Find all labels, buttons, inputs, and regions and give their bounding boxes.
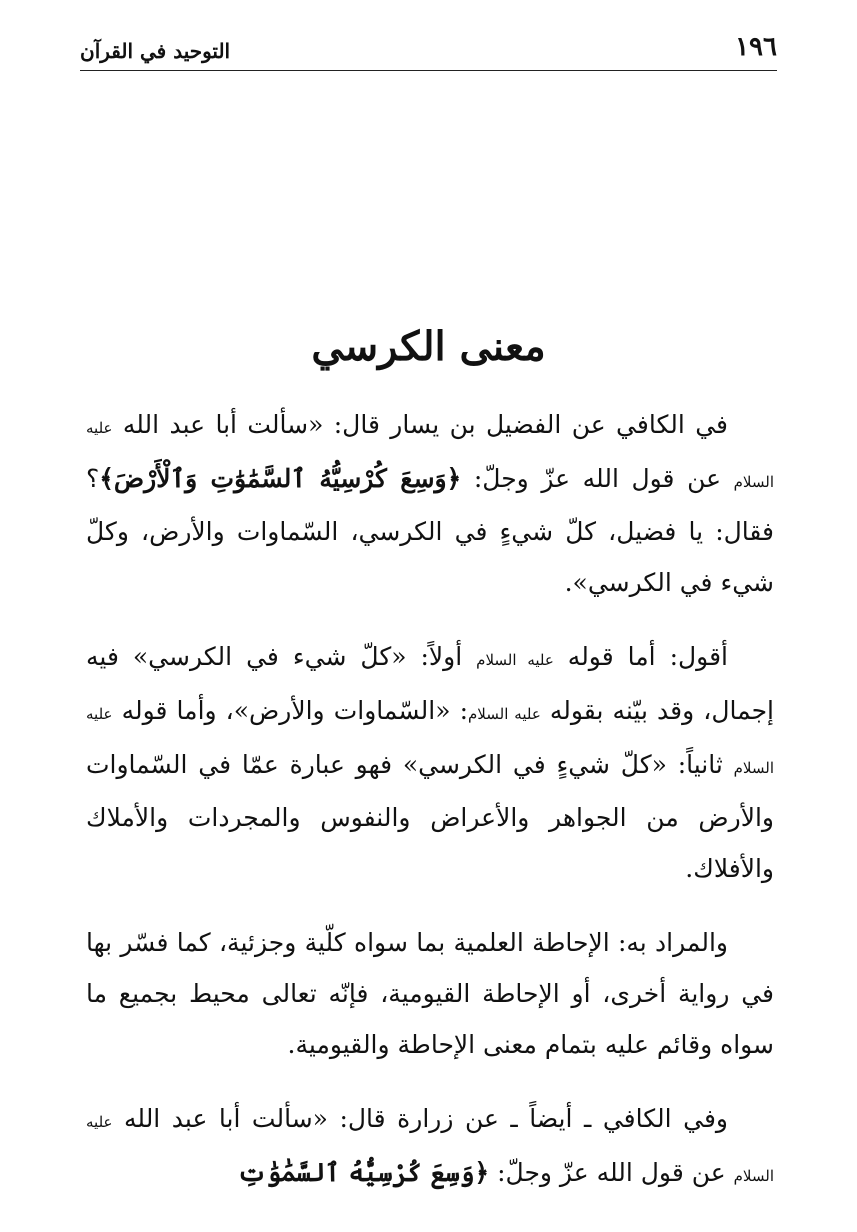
text-span: ثانياً: «كلّ شيءٍ في الكرسي» فهو عبارة عمّا في السّماوات والأرض من الجواهر والأعراض والنفوس والمجردات والأملاك والأفلاك. [86,749,774,883]
text-span: في الكافي عن الفضيل بن يسار قال: «سألت أبا عبد الله [112,410,728,439]
body-text [86,400,774,1225]
paragraph-2 [86,632,774,894]
honorific-symbol: عليه السلام [86,704,774,777]
page-number: ١٩٦ [735,32,777,62]
text-span: والمراد به: الإحاطة العلمية بما سواه كلّية وجزئية، كما فسّر بها في رواية أخرى، أو الإحاطة القيومية، فإنّه تعالى محيط بجميع ما سواه وقائم عليه بتمام معنى الإحاطة والقيومية. [86,928,774,1059]
paragraph-4 [86,1094,774,1201]
text-span: أقول: أما قوله [553,642,728,672]
text-span: ؟ فقال: يا فضيل، كلّ شيءٍ في الكرسي، السّماوات والأرض، وكلّ شيء في الكرسي». [86,463,774,597]
text-span: عن قول الله عزّ وجلّ: [461,463,734,493]
text-span: : «السّماوات والأرض»، وأما قوله [112,695,469,725]
honorific-symbol: عليه السلام [468,704,541,723]
paragraph-3 [86,918,774,1070]
running-title: التوحيد في القرآن [80,39,231,63]
honorific-symbol: عليه السلام [476,651,554,670]
honorific-symbol: عليه السلام [86,1113,774,1185]
page-header [80,30,777,71]
text-span: عن قول الله عزّ وجلّ: [489,1157,734,1187]
quran-verse: ﴿وَسِعَ كُرْسِيُّهُ ٱلسَّمَٰوَٰتِ [237,1157,490,1187]
text-span: وفي الكافي ـ أيضاً ـ عن زرارة قال: «سألت أبا عبد الله [112,1104,728,1134]
text-span: أولاً: «كلّ شيء في الكرسي» فيه إجمال، وقد بيّنه بقوله [86,642,774,725]
quran-verse: ﴿وَسِعَ كُرْسِيُّهُ ٱلسَّمَٰوَٰتِ وَٱلْأَرْضَ﴾ [99,463,462,493]
chapter-title: معنى الكرسي [311,322,546,370]
paragraph-1 [86,400,774,608]
honorific-symbol: عليه السلام [86,419,774,491]
